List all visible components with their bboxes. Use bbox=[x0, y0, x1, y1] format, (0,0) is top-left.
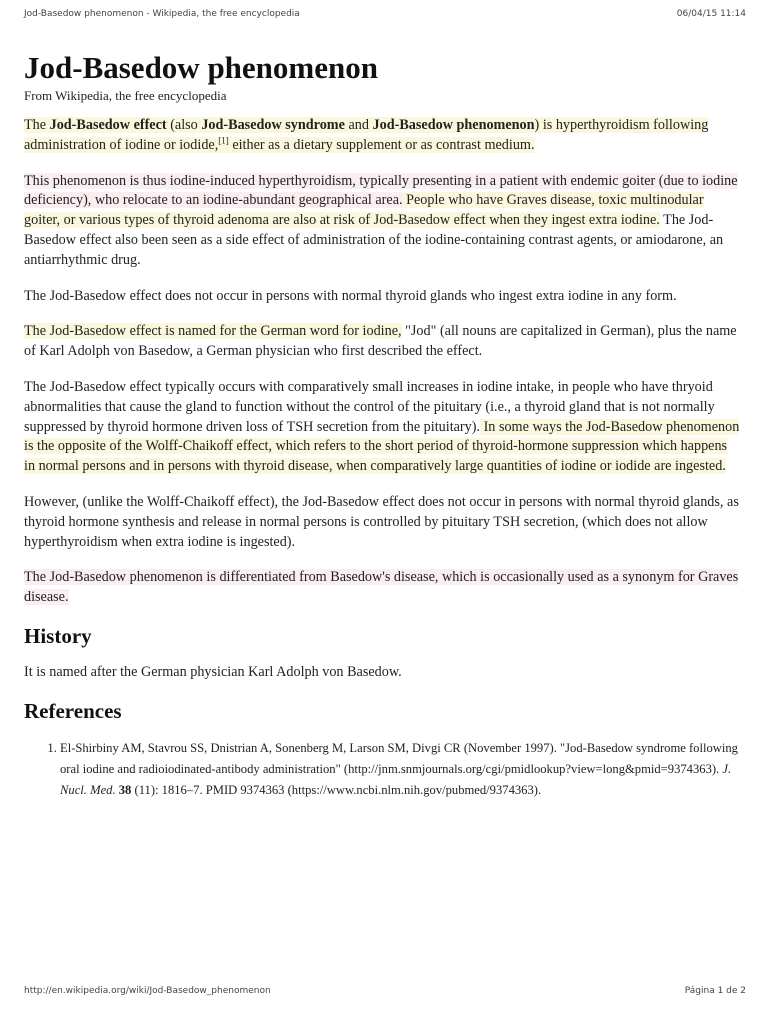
reference-item bbox=[60, 738, 740, 801]
reference-journal: J. Nucl. Med. bbox=[60, 761, 732, 797]
paragraph-4 bbox=[24, 322, 740, 362]
print-header bbox=[24, 9, 746, 19]
paragraph-4-sentence-2: "Jod" (all nouns are capitalized in German), plus the name of Karl Adolph von Basedow, a German physician who first described the effect. bbox=[24, 323, 737, 360]
print-footer bbox=[24, 986, 746, 996]
intro-text-part: ) is hyperthyroidism following administration of iodine or iodide, bbox=[24, 117, 709, 153]
site-tagline: From Wikipedia, the free encyclopedia bbox=[24, 88, 227, 103]
paragraph-2-sentence-3: The Jod-Basedow effect also been seen as a side effect of administration of the iodine-containing contrast agents, or amiodarone, an antiarrhythmic drug. bbox=[24, 212, 724, 268]
references-heading: References bbox=[24, 698, 122, 723]
paragraph-2 bbox=[24, 172, 740, 271]
paragraph-5-sentence-1: The Jod-Basedow effect typically occurs with comparatively small increases in iodine intake, in people who have thryoid abnormalities that cause the gland to function without the control of the pituitary (i.e., a thyroid gland that is not normally suppressed by thyroid hormone driven loss of TSH secretion from the pituitary). bbox=[24, 378, 715, 435]
intro-text-part: (also bbox=[166, 117, 202, 133]
paragraph-7 bbox=[24, 568, 740, 608]
intro-paragraph bbox=[24, 116, 740, 156]
article-content bbox=[24, 48, 740, 801]
paragraph-5 bbox=[24, 378, 740, 477]
paragraph-4-sentence-1: The Jod-Basedow effect is named for the German word for iodine, bbox=[24, 323, 402, 340]
reference-pmid[interactable]: (11): 1816–7. PMID 9374363 (https://www.ncbi.nlm.nih.gov/pubmed/9374363). bbox=[131, 782, 542, 797]
bold-term-phenomenon: Jod-Basedow phenomenon bbox=[372, 117, 535, 133]
page-title: Jod-Basedow phenomenon bbox=[24, 50, 378, 85]
references-list bbox=[24, 738, 740, 801]
paragraph-2-sentence-1: This phenomenon is thus iodine-induced hyperthyroidism, typically presenting in a patient with endemic goiter (due to iodine deficiency), who relocate to an iodine-abundant geographical area. bbox=[24, 172, 738, 209]
bold-term-syndrome: Jod-Basedow syndrome bbox=[201, 117, 345, 133]
paragraph-5-sentence-2: In some ways the Jod-Basedow phenomenon is the opposite of the Wolff-Chaikoff effect, which refers to the short period of thyroid-hormone suppression which happens in normal persons and in persons with thyroid disease, when comparatively large quantities of iodine or iodide are ingested. bbox=[24, 418, 740, 475]
print-footer-url: http://en.wikipedia.org/wiki/Jod-Basedow_phenomenon bbox=[24, 986, 271, 996]
print-header-title: Jod-Basedow phenomenon - Wikipedia, the free encyclopedia bbox=[24, 9, 300, 19]
reference-text[interactable]: El-Shirbiny AM, Stavrou SS, Dnistrian A, Sonenberg M, Larson SM, Divgi CR (November 1997). "Jod-Basedow syndrome following oral iodine and radioiodinated-antibody administration" (http://jnm.snmjournals.org/cgi/pmidlookup?view=long&pmid=9374363). bbox=[60, 740, 738, 776]
bold-term-effect: Jod-Basedow effect bbox=[49, 117, 167, 133]
history-heading: History bbox=[24, 623, 92, 648]
print-header-datetime: 06/04/15 11:14 bbox=[676, 9, 746, 19]
intro-text bbox=[24, 117, 708, 153]
intro-text-part: and bbox=[344, 117, 373, 133]
intro-text-part: either as a dietary supplement or as contrast medium. bbox=[228, 136, 535, 153]
intro-text-part: The bbox=[24, 117, 50, 133]
reference-volume: 38 bbox=[115, 782, 132, 797]
print-footer-page: Página 1 de 2 bbox=[684, 986, 746, 996]
history-paragraph: It is named after the German physician Karl Adolph von Basedow. bbox=[24, 663, 402, 680]
paragraph-2-sentence-2: People who have Graves disease, toxic multinodular goiter, or various types of thyroid adenoma are also at risk of Jod-Basedow effect when they ingest extra iodine. bbox=[24, 192, 704, 229]
paragraph-3: The Jod-Basedow effect does not occur in persons with normal thyroid glands who ingest extra iodine in any form. bbox=[24, 287, 677, 304]
paragraph-7-text: The Jod-Basedow phenomenon is differentiated from Basedow's disease, which is occasionally used as a synonym for Graves disease. bbox=[24, 569, 739, 606]
citation-link[interactable]: [1] bbox=[218, 135, 229, 146]
paragraph-6: However, (unlike the Wolff-Chaikoff effect), the Jod-Basedow effect does not occur in persons with normal thyroid glands, as thyroid hormone synthesis and release in normal persons is controlled by pituitary TSH secretion, (which does not allow hyperthyroidism when extra iodine is ingested). bbox=[24, 493, 739, 550]
